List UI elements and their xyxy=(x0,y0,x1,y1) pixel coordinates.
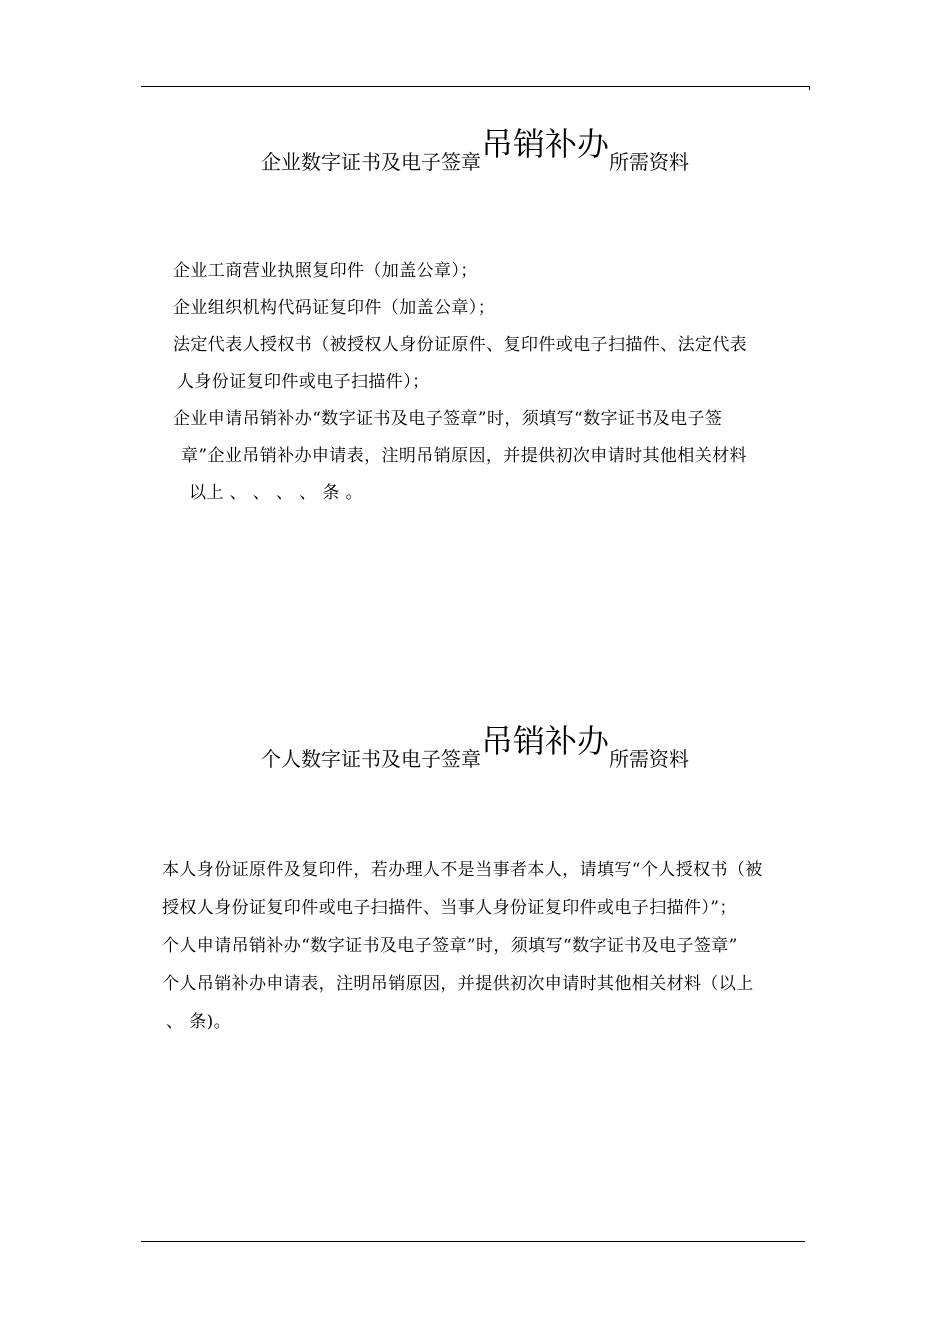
enterprise-req-line: 法定代表人授权书（被授权人身份证原件、复印件或电子扫描件、法定代表 xyxy=(173,335,748,355)
enterprise-req-line: 企业工商营业执照复印件（加盖公章）； xyxy=(173,261,478,281)
enterprise-req-line: 人身份证复印件或电子扫描件）； xyxy=(177,372,430,392)
enterprise-req-line: 以上 、 、 、 、 条 。 xyxy=(189,483,364,503)
personal-req-line: 、 条)。 xyxy=(166,1012,232,1032)
personal-requirements xyxy=(162,851,812,1041)
personal-title-emphasis: 吊销补办 xyxy=(480,722,609,760)
enterprise-req-line: 章”企业吊销补办申请表，注明吊销原因，并提供初次申请时其他相关材料 xyxy=(181,446,747,466)
personal-req-line: 个人申请吊销补办“数字证书及电子签章”时，须填写“数字证书及电子签章” xyxy=(162,936,738,956)
footer-rule xyxy=(141,1241,805,1242)
enterprise-section-title xyxy=(0,125,950,174)
enterprise-requirements xyxy=(173,253,813,512)
header-rule xyxy=(141,86,809,87)
enterprise-title-suffix: 所需资料 xyxy=(609,150,689,174)
personal-title-suffix: 所需资料 xyxy=(609,747,689,771)
header-rule-tick xyxy=(809,86,810,90)
personal-req-line: 个人吊销补办申请表，注明吊销原因，并提供初次申请时其他相关材料（以上 xyxy=(162,974,754,994)
enterprise-title-prefix: 企业数字证书及电子签章 xyxy=(260,150,481,174)
enterprise-title-emphasis: 吊销补办 xyxy=(480,125,609,163)
personal-req-line: 授权人身份证复印件或电子扫描件、当事人身份证复印件或电子扫描件）”； xyxy=(162,898,737,918)
enterprise-req-line: 企业组织机构代码证复印件（加盖公章）； xyxy=(173,298,496,318)
personal-section-title xyxy=(0,722,950,771)
personal-req-line: 本人身份证原件及复印件，若办理人不是当事者本人，请填写“个人授权书（被 xyxy=(162,860,763,880)
personal-title-prefix: 个人数字证书及电子签章 xyxy=(260,747,481,771)
enterprise-req-line: 企业申请吊销补办“数字证书及电子签章”时，须填写“数字证书及电子签 xyxy=(173,409,723,429)
